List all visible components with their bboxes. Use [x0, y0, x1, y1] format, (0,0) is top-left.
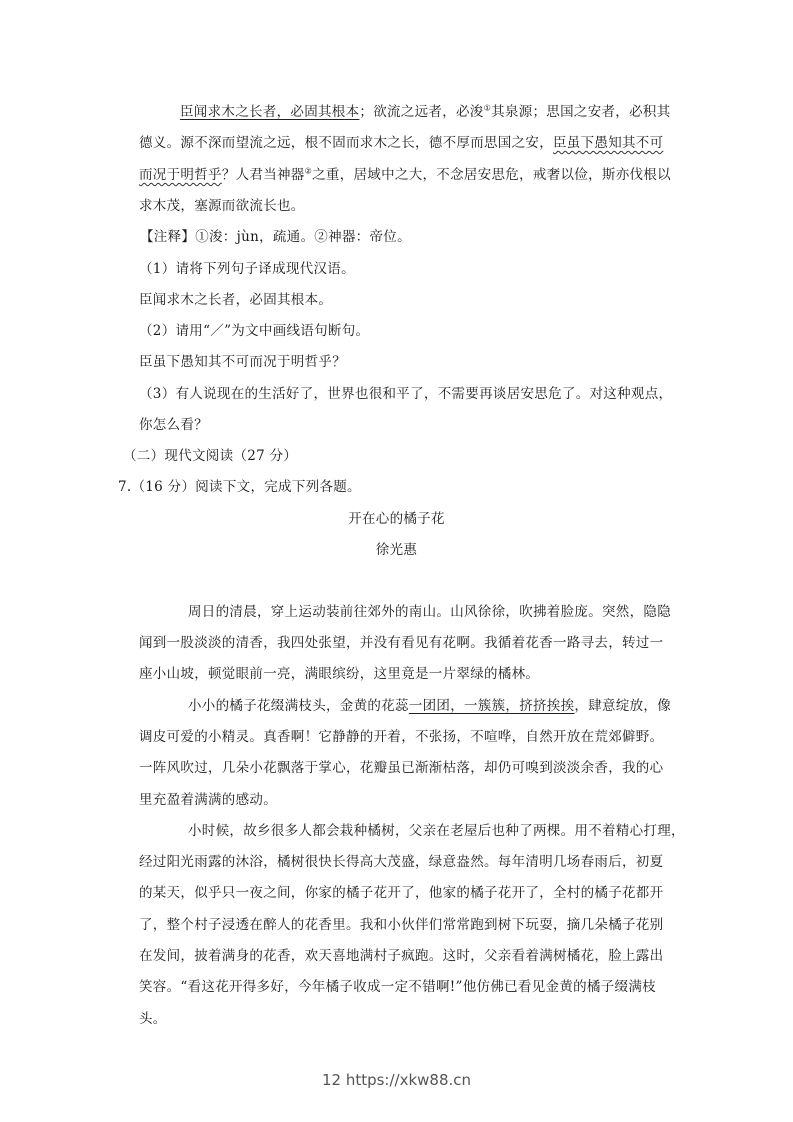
- passage-text: ；欲流之远者，必浚: [359, 104, 484, 120]
- classical-passage-line-3: [139, 166, 671, 184]
- footnote-marker-2: ②: [304, 166, 313, 176]
- footnote-marker-1: ①: [483, 103, 492, 113]
- passage-text: 之重，居域中之大，不念居安思危，戒奢以俭，斯亦伐根以: [312, 167, 671, 183]
- wavy-underlined-sentence: 而况于明哲乎: [139, 167, 222, 183]
- question-2-sentence: 臣虽下愚知其不可而况于明哲乎？: [139, 354, 346, 370]
- paragraph-1-line: 周日的清晨，穿上运动装前往郊外的南山。山风徐徐，吹拂着脸庞。突然，隐隐: [188, 604, 671, 620]
- annotation: 【注释】①浚：jùn，疏通。②神器：帝位。: [140, 229, 411, 245]
- paragraph-3-line: 小时候，故乡很多人都会栽种橘树，父亲在老屋后也种了两棵。用不着精心打理，: [188, 823, 685, 839]
- paragraph-text: 小小的橘子花缀满枝头，金黄的花蕊: [188, 698, 409, 714]
- section-heading: （二）现代文阅读（27 分）: [123, 448, 298, 464]
- paragraph-3-line: 经过阳光雨露的沐浴，橘树很快长得高大茂盛，绿意盎然。每年清明几场春雨后，初夏: [139, 854, 664, 870]
- question-1-prompt: （1）请将下列句子译成现代汉语。: [139, 261, 355, 277]
- paragraph-2-line: 一阵风吹过，几朵小花飘落于掌心，花瓣虽已渐渐枯落，却仍可嗅到淡淡余香，我的心: [139, 760, 664, 776]
- paragraph-text: ，肆意绽放，像: [574, 698, 672, 714]
- question-3-prompt: （3）有人说现在的生活好了，世界也很和平了，不需要再谈居安思危了。对这种观点，: [139, 386, 673, 402]
- paragraph-3-line: 笑容。“看这花开得多好，今年橘子收成一定不错啊!”他仿佛已看见金黄的橘子缀满枝: [139, 979, 656, 995]
- wavy-underlined-sentence: 臣虽下愚知其不可: [553, 135, 664, 151]
- paragraph-3-line: 头。: [139, 1011, 167, 1027]
- underlined-sentence: 臣闻求木之长者，必固其根本: [180, 104, 360, 120]
- paragraph-2-line: [188, 697, 671, 715]
- paragraph-3-line: 在发间，披着满身的花香，欢天喜地满村子疯跑。这时，父亲看着满树橘花，脸上露出: [139, 948, 664, 964]
- passage-text: ？人君当神器: [221, 167, 305, 183]
- paragraph-3-line: 了，整个村子浸透在醉人的花香里。我和小伙伴们常常跑到树下玩耍，摘几朵橘子花别: [139, 917, 664, 933]
- question-1-sentence: 臣闻求木之长者，必固其根本。: [139, 292, 333, 308]
- question-2-prompt: （2）请用“／”为文中画线语句断句。: [139, 323, 370, 339]
- page-footer: [0, 1071, 793, 1089]
- paragraph-1-line: 闻到一股淡淡的清香，我四处张望，并没有看见有花啊。我循着花香一路寻去，转过一: [139, 635, 664, 651]
- article-title: 开在心的橘子花: [348, 511, 445, 527]
- paragraph-3-line: 的某天，似乎只一夜之间，你家的橘子花开了，他家的橘子花开了，全村的橘子花都开: [139, 885, 664, 901]
- footer-url[interactable]: https://xkw88.cn: [345, 1071, 472, 1089]
- page-number: 12: [321, 1071, 342, 1089]
- article-author: 徐光惠: [375, 542, 418, 558]
- question-3-prompt-cont: 你怎么看？: [139, 417, 208, 433]
- question-7-heading: 7.（16 分）阅读下文，完成下列各题。: [118, 479, 361, 495]
- underlined-phrase: 一团团，一簇簇，挤挤挨挨: [408, 698, 575, 714]
- classical-passage-line-2: [139, 134, 663, 152]
- paragraph-2-line: 调皮可爱的小精灵。真香啊！它静静的开着，不张扬，不喧哗，自然开放在荒郊僻野。: [139, 729, 664, 745]
- classical-passage-line-1: [180, 103, 671, 121]
- passage-text: 其泉源；思国之安者，必积其: [491, 104, 671, 120]
- classical-passage-line-4: 求木茂，塞源而欲流长也。: [139, 198, 305, 214]
- passage-text: 德义。源不深而望流之远，根不固而求木之长，德不厚而思国之安，: [139, 135, 553, 151]
- paragraph-2-line: 里充盈着满满的感动。: [139, 792, 277, 808]
- paragraph-1-line: 座小山坡，顿觉眼前一亮，满眼缤纷，这里竟是一片翠绿的橘林。: [139, 666, 540, 682]
